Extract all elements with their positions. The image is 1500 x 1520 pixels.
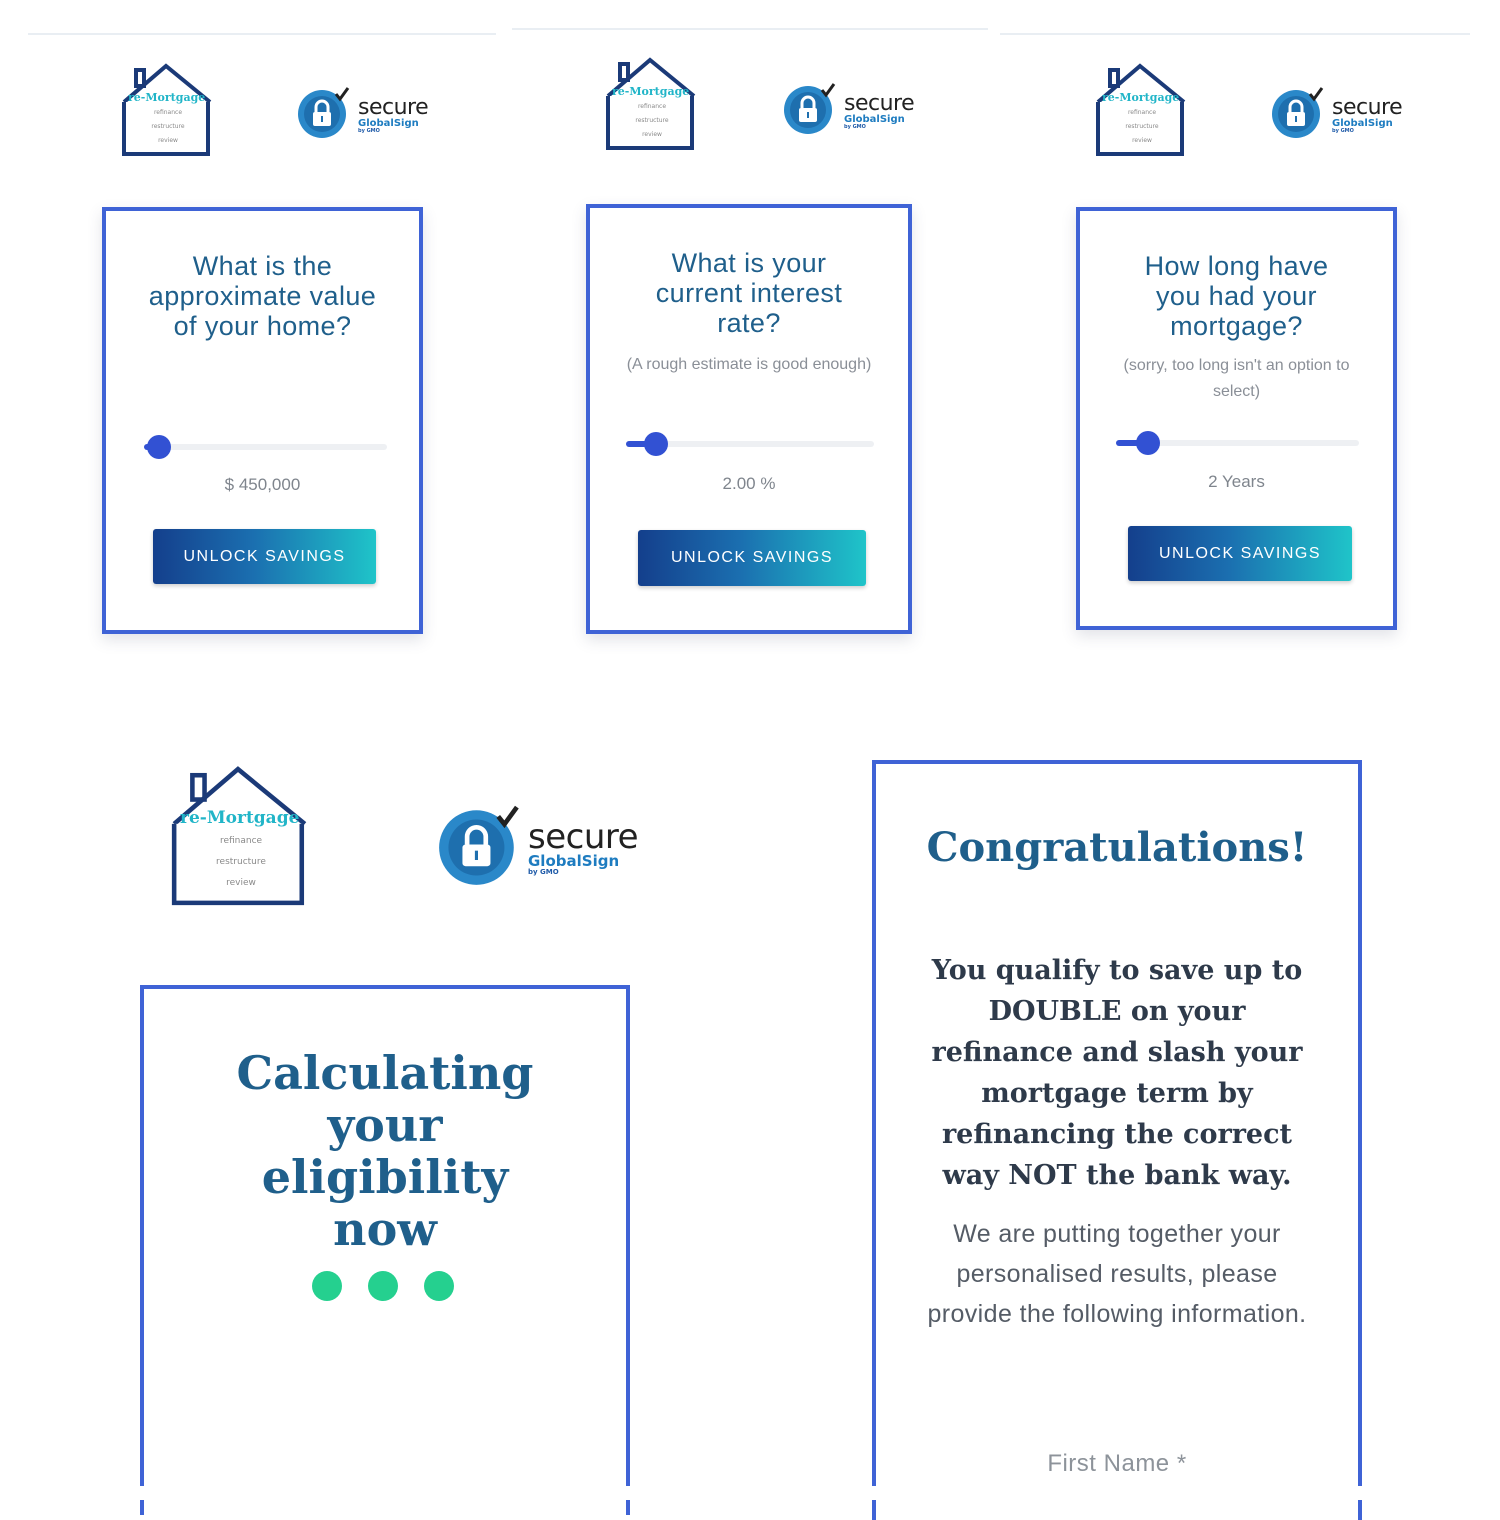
slider-thumb[interactable] [644,432,668,456]
remortgage-logo [162,762,320,910]
logo-name: re-Mortgage [612,85,690,98]
putting-text: We are putting together your personalised results, please provide the following information. [927,1220,1307,1328]
question-hint: (sorry, too long isn't an option to select) [1123,357,1350,400]
logo-line: refinance [219,836,263,846]
logo-name: re-Mortgage [128,91,206,104]
secure-badge [1270,86,1402,144]
logo-line: restructure [151,123,185,130]
question-title: What is your current interest rate? [655,248,843,338]
slider-value: 2.00 % [722,474,776,493]
globalsign-text: GlobalSign [358,117,419,129]
calculating-card [140,985,630,1515]
congratulations-title: Congratulations! [926,824,1308,871]
unlock-savings-button[interactable]: UNLOCK SAVINGS [638,530,866,586]
logo-name: re-Mortgage [1102,91,1180,104]
gmo-text: by GMO [1332,127,1354,134]
lock-icon [1270,86,1324,144]
question-card [102,207,423,634]
unlock-savings-button[interactable]: UNLOCK SAVINGS [1128,526,1352,581]
secure-badge [782,82,914,140]
logo-line: restructure [1125,123,1159,130]
result-card [872,760,1362,1520]
lock-icon [782,82,836,140]
globalsign-text: GlobalSign [528,852,620,870]
secure-word: secure [528,817,639,857]
logo-line: refinance [1127,109,1157,116]
secure-word: secure [358,94,429,120]
top-divider [1000,33,1470,35]
loading-dot [424,1271,454,1301]
loading-dot [312,1271,342,1301]
top-divider [512,28,988,30]
remortgage-logo [116,62,220,158]
logo-line: restructure [635,117,669,124]
logo-line: review [226,878,256,888]
unlock-savings-button[interactable]: UNLOCK SAVINGS [153,529,376,584]
logo-line: restructure [216,857,266,867]
slider-thumb[interactable] [147,435,171,459]
question-hint: (A rough estimate is good enough) [626,356,872,373]
logo-line: refinance [637,103,667,110]
secure-badge [436,804,638,892]
home-value-slider[interactable] [144,444,387,450]
top-divider [28,33,496,35]
remortgage-logo [1090,62,1194,158]
question-card [586,204,912,634]
logo-line: refinance [153,109,183,116]
mortgage-length-slider[interactable] [1116,440,1359,446]
qualify-text: You qualify to save up to DOUBLE on your refinance and slash your mortgage term by refinancing the correct way NOT the bank way. [931,955,1303,1191]
lock-icon [296,86,350,144]
gmo-text: by GMO [844,123,866,130]
secure-badge [296,86,428,144]
loading-dot [368,1271,398,1301]
gmo-text: by GMO [358,127,380,134]
interest-rate-slider[interactable] [626,441,874,447]
logo-line: review [1132,137,1152,144]
remortgage-logo [600,56,704,152]
first-name-field[interactable]: First Name * [1047,1450,1187,1477]
slider-thumb[interactable] [1136,431,1160,455]
question-title: What is the approximate value of your home? [148,251,377,341]
secure-word: secure [844,90,915,116]
slider-value: $ 450,000 [224,475,301,494]
logo-line: review [158,137,178,144]
lock-icon [436,804,520,892]
bottom-crop [0,1486,1500,1500]
logo-line: review [642,131,662,138]
gmo-text: by GMO [528,868,559,876]
secure-word: secure [1332,94,1403,120]
calculating-title: Calculating your eligibility now [236,1046,534,1256]
globalsign-text: GlobalSign [1332,117,1393,129]
slider-value: 2 Years [1208,472,1265,491]
question-title: How long have you had your mortgage? [1144,251,1329,341]
logo-name: re-Mortgage [180,808,300,828]
globalsign-text: GlobalSign [844,113,905,125]
question-card [1076,207,1397,630]
